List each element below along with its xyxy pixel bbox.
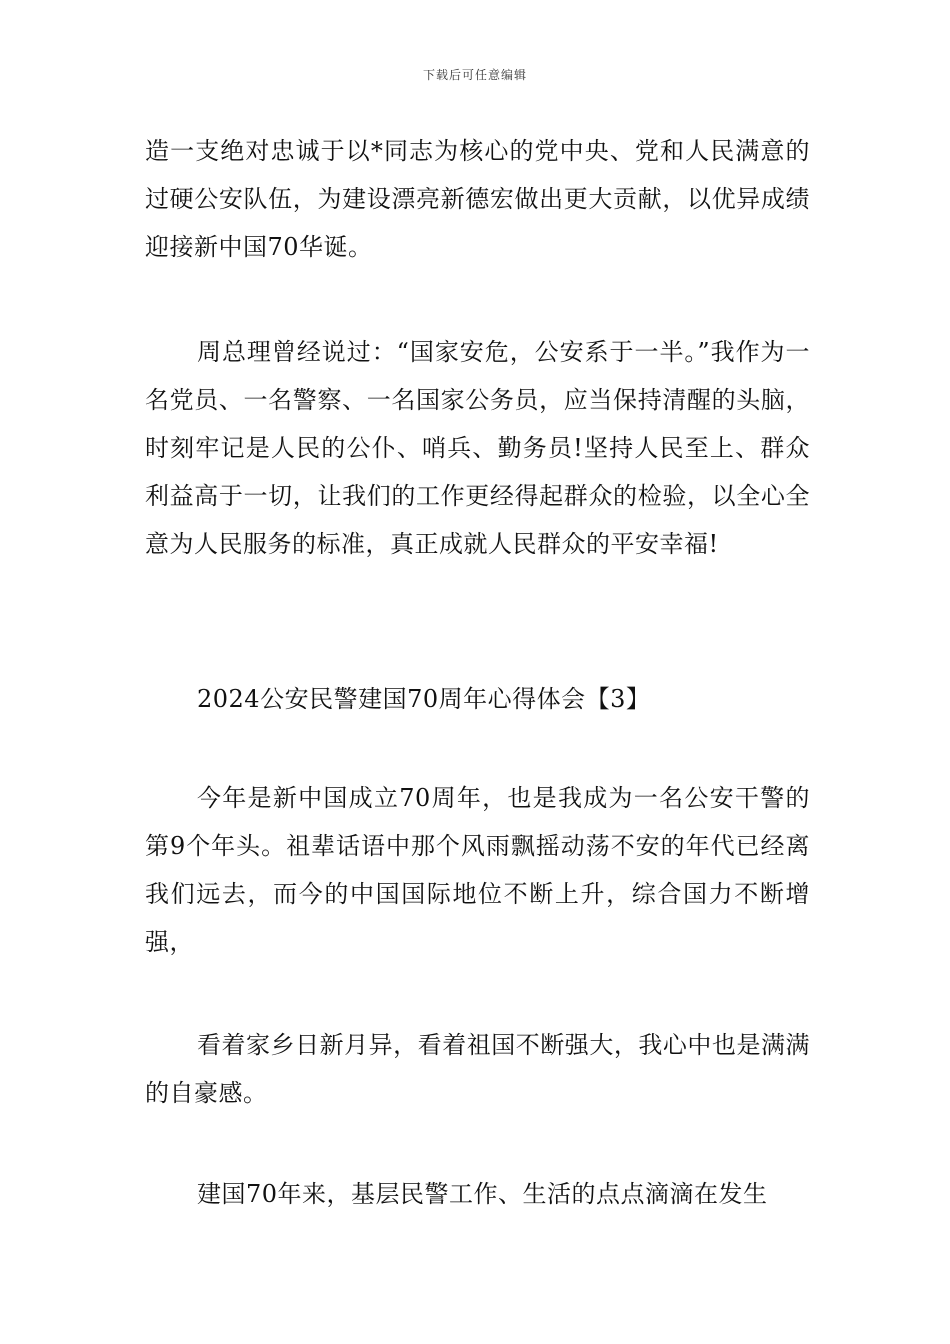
paragraph-4: 看着家乡日新月异，看着祖国不断强大，我心中也是满满的自豪感。	[145, 1031, 810, 1107]
section-heading: 2024公安民警建国70周年心得体会【3】	[197, 685, 651, 713]
paragraph-1: 造一支绝对忠诚于以*同志为核心的党中央、党和人民满意的过硬公安队伍，为建设漂亮新德宏做出更大贡献，以优异成绩迎接新中国70华诞。	[145, 137, 810, 261]
paragraph-5: 建国70年来，基层民警工作、生活的点点滴滴在发生	[197, 1180, 768, 1208]
paragraph-3: 今年是新中国成立70周年，也是我成为一名公安干警的第9个年头。祖辈话语中那个风雨飘摇动荡不安的年代已经离我们远去，而今的中国国际地位不断上升，综合国力不断增强，	[145, 784, 810, 956]
paragraph-2: 周总理曾经说过：“国家安危，公安系于一半。”我作为一名党员、一名警察、一名国家公务员，应当保持清醒的头脑，时刻牢记是人民的公仆、哨兵、勤务员!坚持人民至上、群众利益高于一切，让我们的工作更经得起群众的检验，以全心全意为人民服务的标准，真正成就人民群众的平安幸福!	[145, 338, 810, 558]
page-header: 下载后可任意编辑	[422, 68, 527, 82]
